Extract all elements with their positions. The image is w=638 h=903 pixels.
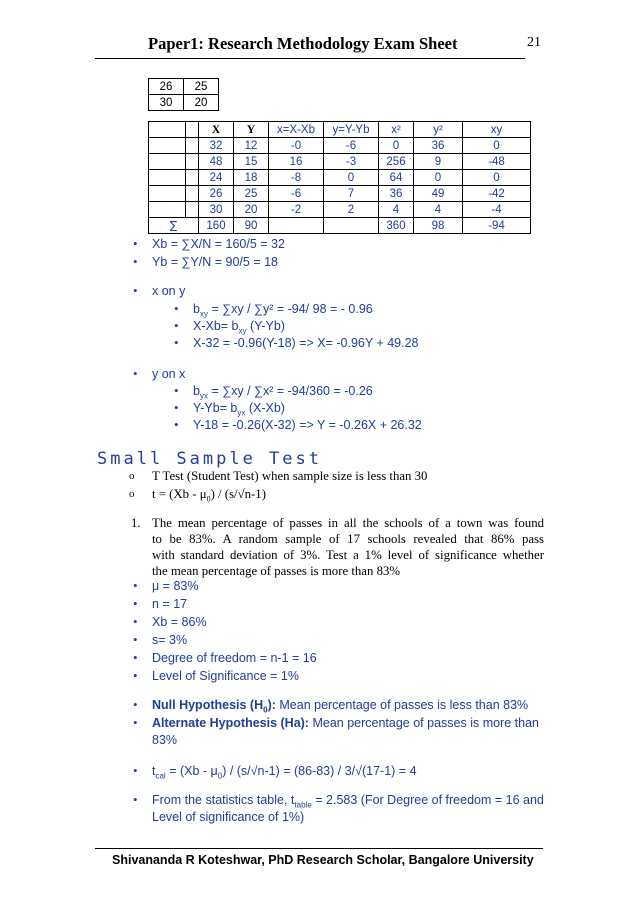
subscript: table	[294, 800, 312, 810]
table-cell: -94	[463, 218, 531, 234]
given-dof: Degree of freedom = n-1 = 16	[152, 651, 317, 665]
table-sum-row	[149, 218, 531, 234]
table-cell: 0	[414, 170, 463, 186]
table-cell	[186, 138, 199, 154]
table-cell: 160	[199, 218, 234, 234]
bullet-icon: •	[174, 335, 179, 350]
table-cell: 90	[234, 218, 269, 234]
table-cell: 25	[184, 79, 219, 95]
table-cell	[186, 170, 199, 186]
bullet-icon: •	[174, 383, 179, 398]
question-line: The mean percentage of passes in all the schools of a town was found	[152, 516, 544, 530]
table-row	[149, 79, 219, 95]
table-cell	[186, 202, 199, 218]
subscript: 0	[217, 771, 223, 781]
circle-bullet-icon: o	[129, 470, 135, 482]
table-row	[149, 154, 531, 170]
subscript: xy	[238, 326, 247, 336]
given-significance: Level of Significance = 1%	[152, 669, 299, 683]
table-cell: 256	[379, 154, 414, 170]
null-hypothesis-text: Mean percentage of passes is less than 83%	[275, 698, 529, 712]
byx-formula: $b_{yx} = \sum xy / \sum x^2 = -94/360 = -0.26$	[193, 384, 373, 401]
table-header: x²	[379, 122, 414, 138]
t-formula	[152, 486, 266, 508]
table-row	[149, 138, 531, 154]
table-cell: 26	[199, 186, 234, 202]
table-cell: 360	[379, 218, 414, 234]
subscript: 0	[263, 705, 268, 715]
bullet-icon: •	[133, 578, 138, 593]
alternate-hypothesis-cont: 83%	[152, 733, 178, 747]
table-cell: -2	[269, 202, 324, 218]
table-cell: 64	[379, 170, 414, 186]
table-header: X	[199, 122, 234, 138]
y-on-x-equation	[193, 401, 285, 418]
table-cell: 32	[199, 138, 234, 154]
table-cell: 9	[414, 154, 463, 170]
bullet-icon: •	[133, 715, 138, 730]
table-header-row	[149, 122, 531, 138]
table-cell: -4	[463, 202, 531, 218]
section-title: Small Sample Test	[97, 449, 322, 469]
table-row	[149, 95, 219, 111]
t-table-line-cont: Level of significance of 1%)	[152, 810, 305, 824]
question-line: the mean percentage of passes is more than 83%	[152, 564, 401, 578]
mean-y-line: Yb = ∑Y/N = 90/5 = 18	[152, 255, 279, 269]
question-line: with standard deviation of 3%. Test a 1% level of significance whether	[152, 548, 544, 562]
table-cell	[269, 218, 324, 234]
bullet-icon: •	[133, 236, 138, 251]
header-rule	[95, 58, 525, 59]
table-cell	[186, 186, 199, 202]
bxy-formula: $b_{xy} = \sum xy / \sum y^2 = -94/$ 98 = - 0.96	[193, 302, 373, 319]
table-row	[149, 186, 531, 202]
bullet-icon: •	[174, 301, 179, 316]
table-cell: 36	[379, 186, 414, 202]
given-s: s= 3%	[152, 633, 188, 647]
table-row	[149, 202, 531, 218]
tcal-text: = (Xb - μ	[165, 764, 218, 778]
table-header: y²	[414, 122, 463, 138]
table-cell	[149, 202, 186, 218]
null-hypothesis-label-end: ):	[267, 698, 276, 712]
table-cell: 12	[234, 138, 269, 154]
bxy-formula-text: = ∑xy / ∑y² = -94/ 98 = - 0.96	[211, 302, 373, 316]
given-xb: Xb = 86%	[152, 615, 207, 629]
subscript: yx	[199, 391, 208, 401]
alternate-hypothesis	[152, 716, 539, 730]
question-text	[152, 515, 544, 579]
table-cell: 7	[324, 186, 379, 202]
table-cell: -6	[324, 138, 379, 154]
bullet-icon: •	[133, 763, 138, 778]
table-cell	[149, 186, 186, 202]
table-cell: -0	[269, 138, 324, 154]
bullet-icon: •	[133, 254, 138, 269]
bullet-icon: •	[133, 596, 138, 611]
footer-rule	[95, 848, 543, 849]
table-cell	[149, 170, 186, 186]
table-cell: 15	[234, 154, 269, 170]
table-cell: 30	[149, 95, 184, 111]
bullet-icon: •	[133, 697, 138, 712]
subscript: yx	[237, 408, 246, 418]
bullet-icon: •	[133, 614, 138, 629]
t-formula-text: t = (Xb - μ	[152, 487, 207, 501]
table-cell: 0	[379, 138, 414, 154]
ttable-text: From the statistics table, t	[152, 793, 295, 807]
bullet-icon: •	[174, 400, 179, 415]
table-cell: 20	[184, 95, 219, 111]
table-cell: -8	[269, 170, 324, 186]
bullet-icon: •	[133, 792, 138, 807]
given-mu: μ = 83%	[152, 579, 199, 593]
y-on-x-result: Y-18 = -0.26(X-32) => Y = -0.26X + 26.32	[193, 418, 422, 432]
table-cell: -3	[324, 154, 379, 170]
table-cell: 26	[149, 79, 184, 95]
table-cell: 98	[414, 218, 463, 234]
eq-text: (X-Xb)	[248, 401, 285, 415]
mean-x-line: Xb = ∑X/N = 160/5 = 32	[152, 237, 285, 251]
ttable-text: = 2.583 (For Degree of freedom = 16 and	[311, 793, 544, 807]
t-table-line	[152, 793, 544, 810]
y-on-x-label: y on x	[152, 367, 186, 381]
eq-text: (Y-Yb)	[250, 319, 285, 333]
table-cell	[186, 154, 199, 170]
table-cell	[324, 218, 379, 234]
subscript: cal	[155, 771, 166, 781]
byx-formula-text: = ∑xy / ∑x² = -94/360 = -0.26	[211, 384, 373, 398]
table-cell: 4	[379, 202, 414, 218]
sum-symbol: ∑	[149, 218, 199, 234]
top-data-table	[148, 78, 219, 111]
table-header: x=X-Xb	[269, 122, 324, 138]
table-cell: 2	[324, 202, 379, 218]
table-cell: 0	[324, 170, 379, 186]
table-cell: 49	[414, 186, 463, 202]
table-cell	[149, 122, 186, 138]
table-cell: 0	[463, 138, 531, 154]
table-cell	[149, 138, 186, 154]
bullet-icon: •	[133, 632, 138, 647]
page-footer: Shivananda R Koteshwar, PhD Research Scholar, Bangalore University	[112, 853, 534, 867]
x-on-y-label: x on y	[152, 284, 186, 298]
bullet-icon: •	[174, 318, 179, 333]
alternate-hypothesis-text: Mean percentage of passes is more than	[308, 716, 539, 730]
table-cell: 30	[199, 202, 234, 218]
table-cell: 48	[199, 154, 234, 170]
circle-bullet-icon: o	[129, 488, 135, 500]
question-line: to be 83%. A random sample of 17 schools revealed that 86% pass	[152, 532, 544, 546]
null-hypothesis	[152, 698, 528, 715]
bullet-icon: •	[133, 366, 138, 381]
regression-table	[148, 121, 531, 234]
alternate-hypothesis-label: Alternate Hypothesis (Ha):	[152, 716, 309, 730]
table-cell: 4	[414, 202, 463, 218]
table-row	[149, 170, 531, 186]
table-cell: -42	[463, 186, 531, 202]
page-number: 21	[527, 35, 541, 50]
page-header-title: Paper1: Research Methodology Exam Sheet	[148, 34, 458, 53]
table-cell: 16	[269, 154, 324, 170]
subscript: 0	[206, 494, 211, 504]
eq-text: Y-Yb= b	[193, 401, 238, 415]
bullet-icon: •	[133, 668, 138, 683]
null-hypothesis-label: Null Hypothesis (H	[152, 698, 264, 712]
given-n: n = 17	[152, 597, 188, 611]
table-cell: 36	[414, 138, 463, 154]
table-cell: -48	[463, 154, 531, 170]
subscript: xy	[199, 309, 208, 319]
table-cell: 18	[234, 170, 269, 186]
table-cell: -6	[269, 186, 324, 202]
table-cell: 24	[199, 170, 234, 186]
eq-text: X-Xb= b	[193, 319, 239, 333]
table-cell	[149, 154, 186, 170]
bullet-icon: •	[174, 417, 179, 432]
t-formula-text: ) / (s/√n-1)	[210, 487, 266, 501]
table-cell	[186, 122, 199, 138]
table-header: Y	[234, 122, 269, 138]
bullet-icon: •	[133, 283, 138, 298]
t-calculated	[152, 764, 417, 781]
table-cell: 20	[234, 202, 269, 218]
t-symbol: t	[152, 764, 156, 778]
table-header: xy	[463, 122, 531, 138]
t-test-definition: T Test (Student Test) when sample size is less than 30	[152, 469, 428, 483]
x-on-y-equation	[193, 319, 285, 336]
question-number: 1.	[131, 516, 141, 530]
table-cell: 25	[234, 186, 269, 202]
table-cell: 0	[463, 170, 531, 186]
table-header: y=Y-Yb	[324, 122, 379, 138]
bullet-icon: •	[133, 650, 138, 665]
x-on-y-result: X-32 = -0.96(Y-18) => X= -0.96Y + 49.28	[193, 336, 419, 350]
tcal-text: ) / (s/√n-1) = (86-83) / 3/√(17-1) = 4	[222, 764, 417, 778]
